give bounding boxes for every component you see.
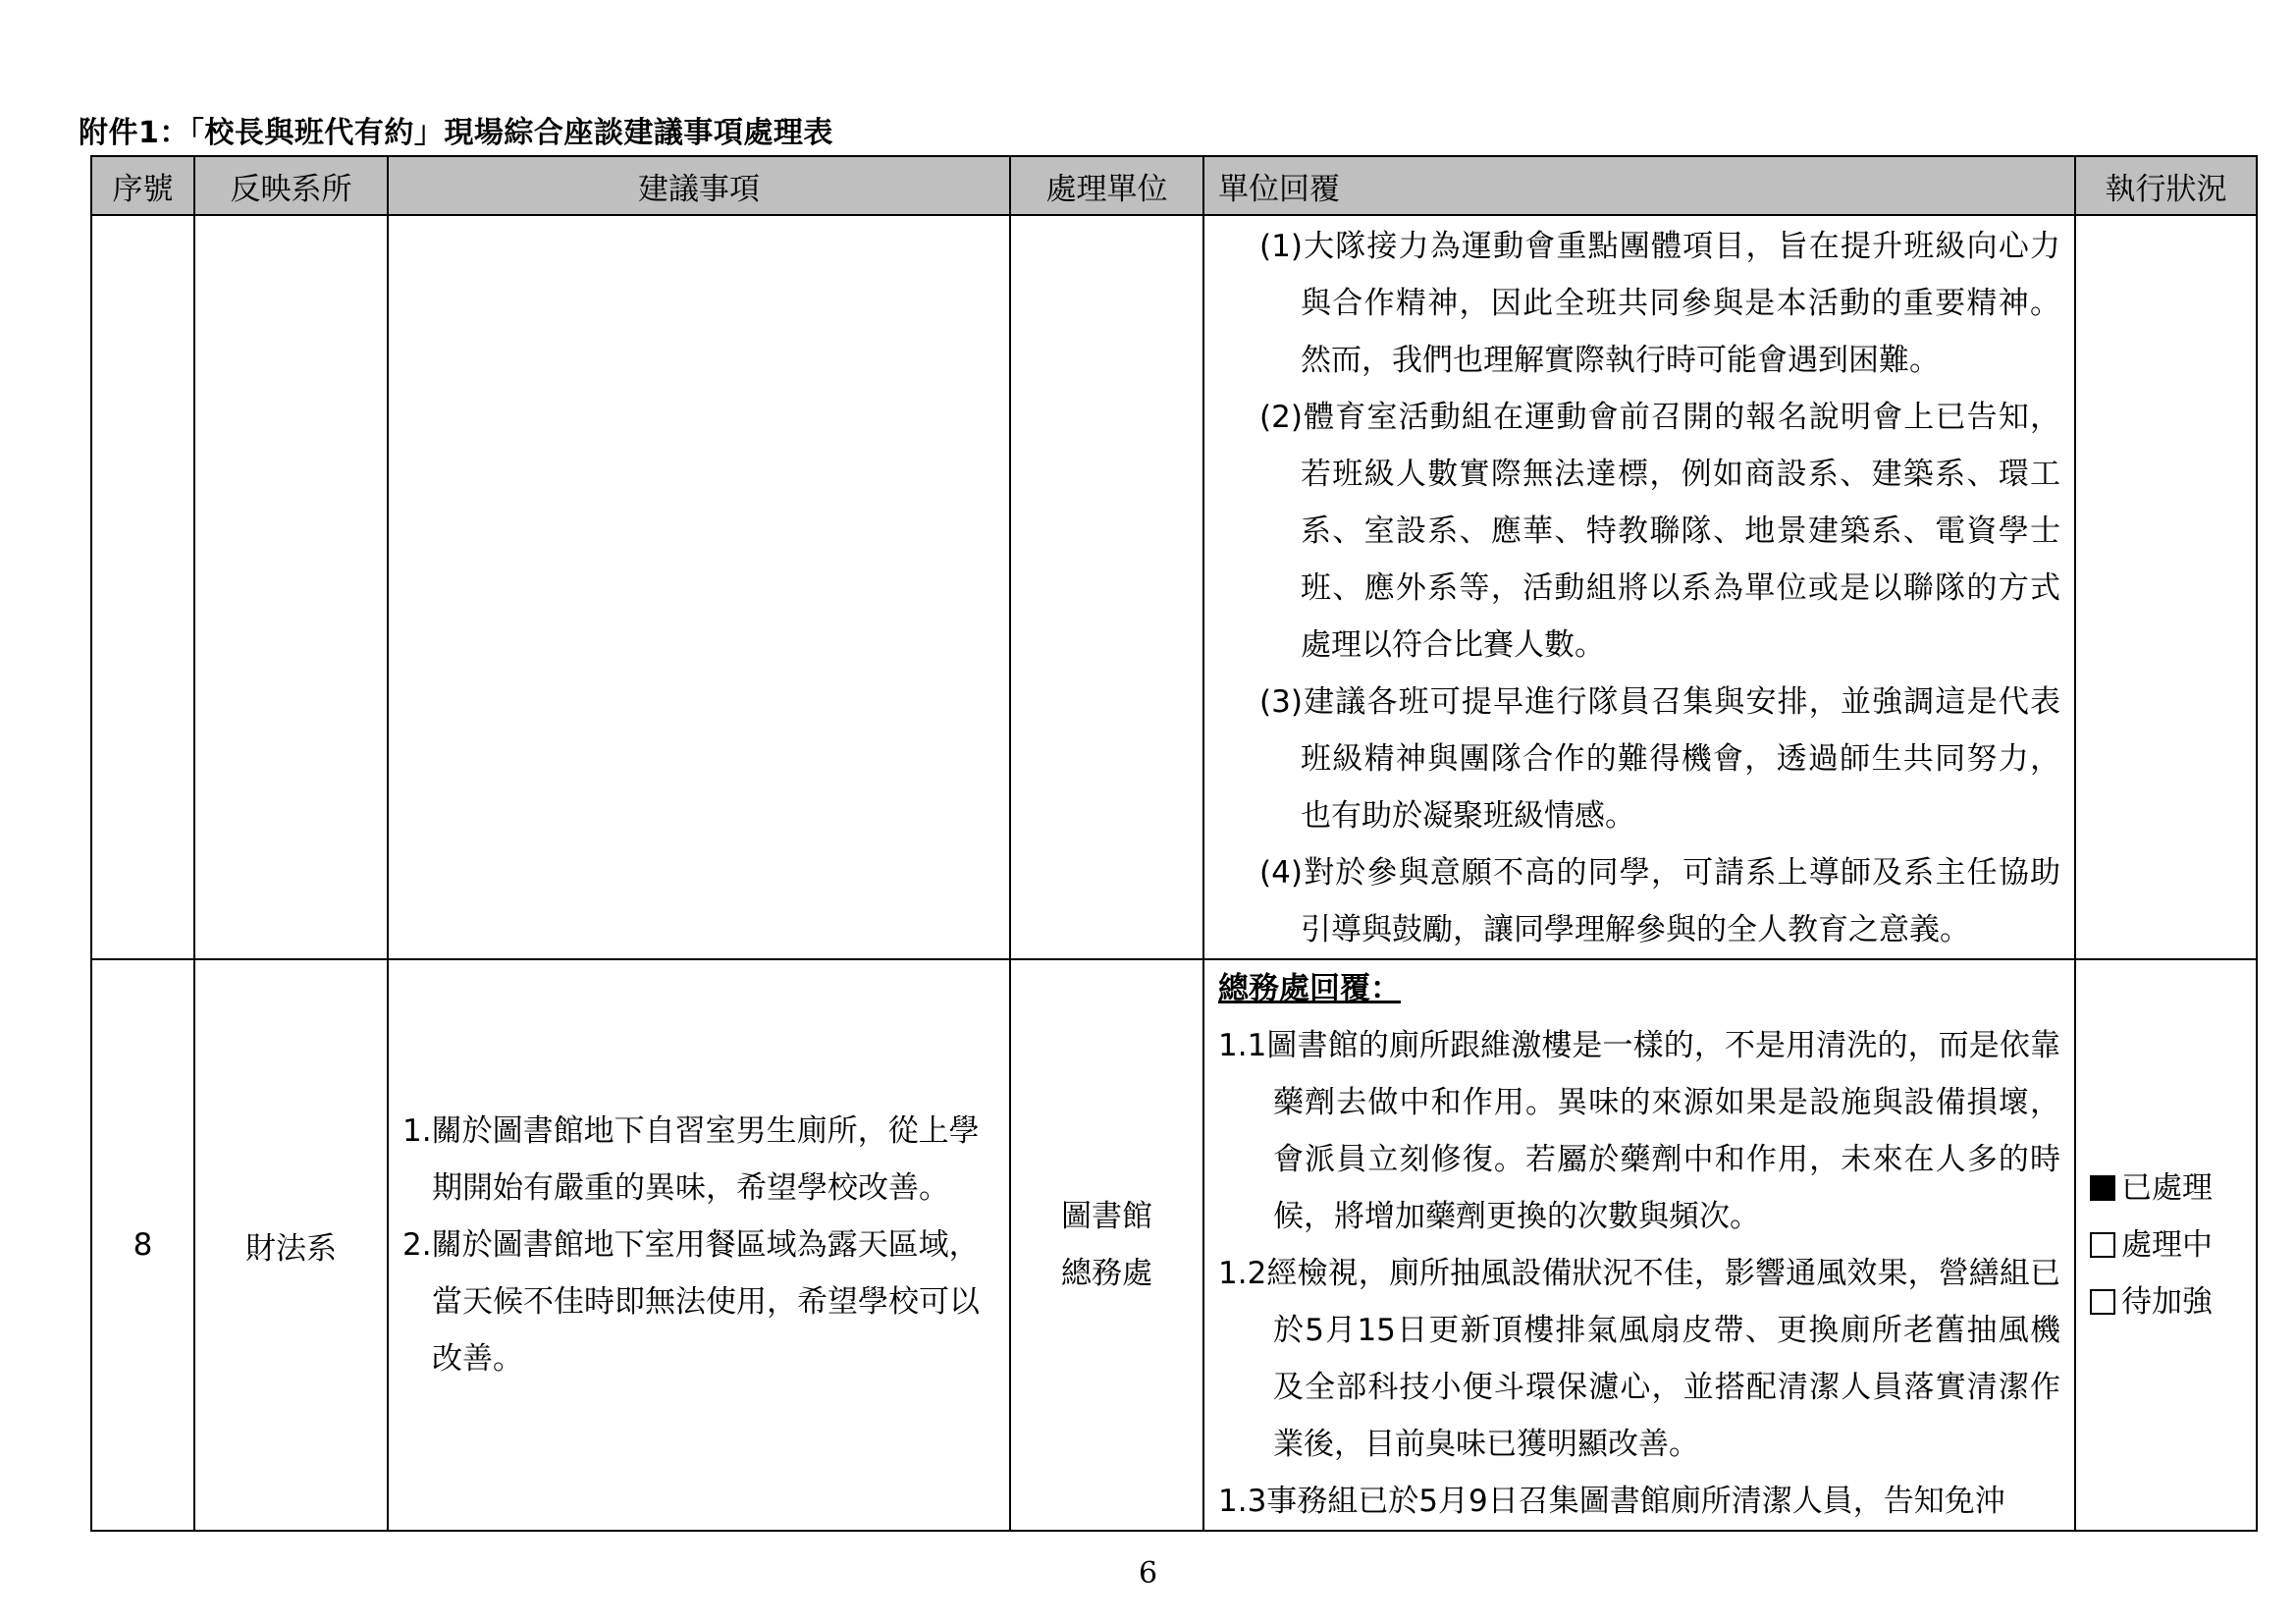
unit-cell xyxy=(1010,959,1203,1531)
response-item: (1)大隊接力為運動會重點團體項目，旨在提升班級向心力與合作精神，因此全班共同參與是本活動的重要精神。然而，我們也理解實際執行時可能會遇到困難。 xyxy=(1259,229,2060,378)
table-row xyxy=(91,959,2257,1531)
checked-box-icon xyxy=(2090,1175,2115,1201)
unit-general-affairs: 總務處 xyxy=(1061,1256,1152,1291)
response-cell xyxy=(1203,959,2075,1531)
suggestion-cell xyxy=(388,959,1010,1531)
header-response: 單位回覆 xyxy=(1203,156,2075,215)
table-header-row xyxy=(91,156,2257,215)
suggestion-item: 2.關於圖書館地下室用餐區域為露天區域，當天候不佳時即無法使用，希望學校可以改善。 xyxy=(402,1227,980,1377)
dept-cell: 財法系 xyxy=(194,959,388,1531)
status-in-progress xyxy=(2090,1217,2256,1273)
unchecked-box-icon xyxy=(2090,1289,2115,1315)
status-label: 處理中 xyxy=(2121,1227,2213,1263)
document-title: 附件1：「校長與班代有約」現場綜合座談建議事項處理表 xyxy=(79,116,833,150)
header-dept: 反映系所 xyxy=(194,156,388,215)
header-suggestion: 建議事項 xyxy=(388,156,1010,215)
unchecked-box-icon xyxy=(2090,1232,2115,1258)
response-cell xyxy=(1203,215,2075,959)
response-item: (2)體育室活動組在運動會前召開的報名說明會上已告知，若班級人數實際無法達標，例如商設系、建築系、環工系、室設系、應華、特教聯隊、地景建築系、電資學士班、應外系等，活動組將以系為單位或是以聯隊的方式處理以符合比賽人數。 xyxy=(1259,400,2060,663)
num-cell: 8 xyxy=(91,959,194,1531)
num-cell xyxy=(91,215,194,959)
unit-library: 圖書館 xyxy=(1061,1199,1152,1234)
status-needs-improvement xyxy=(2090,1273,2256,1330)
response-item: 1.3事務組已於5月9日召集圖書館廁所清潔人員，告知免沖 xyxy=(1218,1484,2005,1519)
response-heading: 總務處回覆： xyxy=(1218,971,1401,1006)
response-item: 1.1圖書館的廁所跟維激樓是一樣的，不是用清洗的，而是依靠藥劑去做中和作用。異味的來源如果是設施與設備損壞，會派員立刻修復。若屬於藥劑中和作用，未來在人多的時候，將增加藥劑更換的次數與頻次。 xyxy=(1218,1028,2060,1234)
suggestion-item: 1.關於圖書館地下自習室男生廁所，從上學期開始有嚴重的異味，希望學校改善。 xyxy=(402,1113,980,1206)
table-row xyxy=(91,215,2257,959)
status-cell xyxy=(2075,959,2257,1531)
page-number: 6 xyxy=(1138,1556,1158,1591)
response-item: (4)對於參與意願不高的同學，可請系上導師及系主任協助引導與鼓勵，讓同學理解參與的全人教育之意義。 xyxy=(1259,855,2060,947)
suggestion-table xyxy=(90,155,2258,1532)
response-item: (3)建議各班可提早進行隊員召集與安排，並強調這是代表班級精神與團隊合作的難得機會，透過師生共同努力，也有助於凝聚班級情感。 xyxy=(1259,684,2060,834)
header-unit: 處理單位 xyxy=(1010,156,1203,215)
header-num: 序號 xyxy=(91,156,194,215)
header-status: 執行狀況 xyxy=(2075,156,2257,215)
dept-cell xyxy=(194,215,388,959)
status-label: 已處理 xyxy=(2121,1170,2213,1206)
response-item: 1.2經檢視，廁所抽風設備狀況不佳，影響通風效果，營繕組已於5月15日更新頂樓排氣風扇皮帶、更換廁所老舊抽風機及全部科技小便斗環保濾心，並搭配清潔人員落實清潔作業後，目前臭味已獲明顯改善。 xyxy=(1218,1256,2060,1462)
status-processed xyxy=(2090,1160,2256,1217)
unit-cell xyxy=(1010,215,1203,959)
status-label: 待加強 xyxy=(2121,1284,2213,1320)
status-cell xyxy=(2075,215,2257,959)
suggestion-cell xyxy=(388,215,1010,959)
